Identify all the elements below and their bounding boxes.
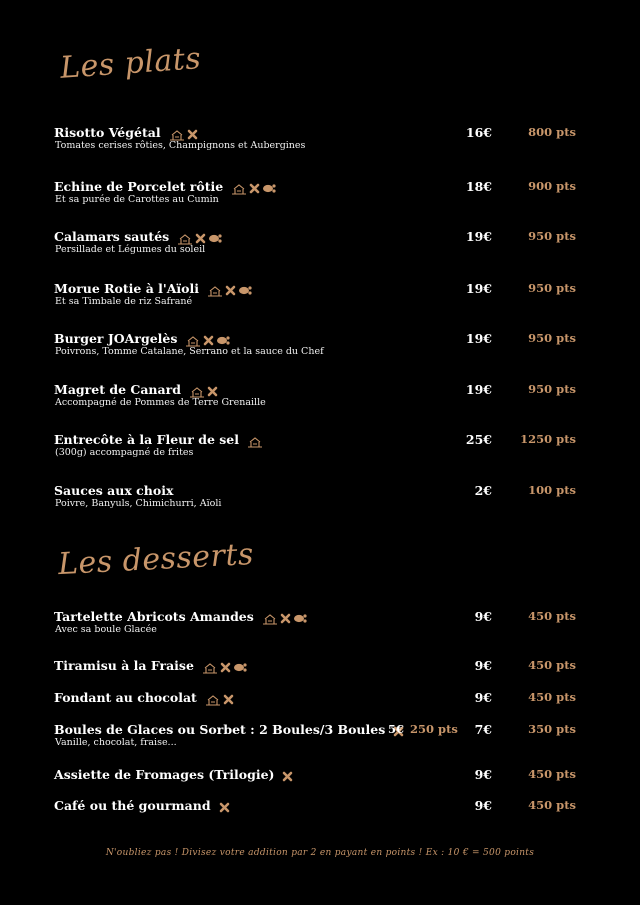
menu-item-plat bbox=[0, 229, 640, 269]
item-name bbox=[54, 281, 254, 297]
cross-icon bbox=[220, 659, 233, 674]
item-price: 19€ bbox=[465, 331, 492, 346]
meat-icon bbox=[262, 180, 278, 195]
item-name bbox=[54, 432, 265, 448]
meat-icon bbox=[293, 610, 309, 625]
item-price: 25€ bbox=[465, 432, 492, 447]
item-price: 9€ bbox=[474, 690, 492, 705]
menu-item-dessert bbox=[0, 798, 640, 838]
cross-icon bbox=[187, 126, 200, 141]
cross-icon bbox=[225, 282, 238, 297]
meat-icon bbox=[233, 659, 249, 674]
alt-price: 5€ bbox=[388, 722, 405, 736]
item-name bbox=[54, 722, 406, 738]
cross-icon bbox=[223, 691, 236, 706]
item-name bbox=[54, 658, 249, 674]
item-name-text: Café ou thé gourmand bbox=[54, 798, 211, 813]
menu-item-plat bbox=[0, 483, 640, 523]
item-name-text: Sauces aux choix bbox=[54, 483, 174, 498]
item-name-text: Calamars sautés bbox=[54, 229, 170, 244]
menu-item-plat bbox=[0, 432, 640, 472]
meat-icon bbox=[208, 230, 224, 245]
item-description: Poivre, Banyuls, Chimichurri, Aïoli bbox=[55, 498, 222, 509]
cross-icon bbox=[280, 610, 293, 625]
meat-icon bbox=[238, 282, 254, 297]
item-points: 1250 pts bbox=[520, 432, 576, 446]
item-name-text: Assiette de Fromages (Trilogie) bbox=[54, 767, 275, 782]
item-price: 19€ bbox=[465, 382, 492, 397]
item-description: Avec sa boule Glacée bbox=[55, 624, 157, 635]
item-name bbox=[54, 690, 236, 706]
menu-item-dessert bbox=[0, 609, 640, 649]
item-name-text: Risotto Végétal bbox=[54, 125, 161, 140]
item-description: (300g) accompagné de frites bbox=[55, 447, 194, 458]
item-description: Et sa Timbale de riz Safrané bbox=[55, 296, 193, 307]
house-icon bbox=[207, 282, 225, 297]
item-description: Tomates cerises rôties, Champignons et Aubergines bbox=[55, 140, 306, 151]
house-icon bbox=[169, 126, 187, 141]
item-icons bbox=[189, 383, 220, 398]
item-points: 350 pts bbox=[528, 722, 576, 736]
cross-icon bbox=[282, 768, 295, 783]
item-name bbox=[54, 179, 278, 195]
house-icon bbox=[202, 659, 220, 674]
menu-item-plat bbox=[0, 179, 640, 219]
item-name bbox=[54, 125, 200, 141]
cross-icon bbox=[203, 332, 216, 347]
item-points: 950 pts bbox=[528, 382, 576, 396]
item-icons bbox=[207, 282, 254, 297]
item-points: 950 pts bbox=[528, 331, 576, 345]
item-icons bbox=[219, 799, 232, 814]
item-points: 450 pts bbox=[528, 798, 576, 812]
item-name-text: Echine de Porcelet rôtie bbox=[54, 179, 224, 194]
item-icons bbox=[282, 768, 295, 783]
item-points: 450 pts bbox=[528, 690, 576, 704]
house-icon bbox=[205, 691, 223, 706]
item-name bbox=[54, 483, 173, 498]
item-icons bbox=[231, 180, 278, 195]
item-description: Persillade et Légumes du soleil bbox=[55, 244, 206, 255]
menu-item-plat bbox=[0, 331, 640, 371]
item-points: 950 pts bbox=[528, 229, 576, 243]
menu-item-plat bbox=[0, 382, 640, 422]
item-name bbox=[54, 331, 232, 347]
item-description: Et sa purée de Carottes au Cumin bbox=[55, 194, 219, 205]
item-name-text: Magret de Canard bbox=[54, 382, 181, 397]
item-price: 19€ bbox=[465, 229, 492, 244]
item-name-text: Tiramisu à la Fraise bbox=[54, 658, 194, 673]
item-icons bbox=[177, 230, 224, 245]
section-title-desserts: Les desserts bbox=[57, 536, 255, 583]
item-icons bbox=[205, 691, 236, 706]
item-name bbox=[54, 229, 224, 245]
item-price: 9€ bbox=[474, 609, 492, 624]
menu-item-dessert bbox=[0, 722, 640, 762]
house-icon bbox=[262, 610, 280, 625]
item-price: 16€ bbox=[465, 125, 492, 140]
item-price: 9€ bbox=[474, 658, 492, 673]
item-points: 950 pts bbox=[528, 281, 576, 295]
item-price: 9€ bbox=[474, 767, 492, 782]
menu-item-plat bbox=[0, 125, 640, 165]
house-icon bbox=[185, 332, 203, 347]
item-price: 2€ bbox=[474, 483, 492, 498]
cross-icon bbox=[195, 230, 208, 245]
house-icon bbox=[231, 180, 249, 195]
footer-note: N'oubliez pas ! Divisez votre addition par 2 en payant en points ! Ex : 10 € = 500 points bbox=[105, 848, 535, 858]
item-name bbox=[54, 767, 295, 783]
item-icons bbox=[185, 332, 232, 347]
item-name-text: Entrecôte à la Fleur de sel bbox=[54, 432, 239, 447]
item-name-text: Tartelette Abricots Amandes bbox=[54, 609, 254, 624]
house-icon bbox=[189, 383, 207, 398]
item-name-text: Morue Rotie à l'Aïoli bbox=[54, 281, 200, 296]
cross-icon bbox=[249, 180, 262, 195]
item-name-text: Fondant au chocolat bbox=[54, 690, 197, 705]
item-points: 450 pts bbox=[528, 767, 576, 781]
item-description: Vanille, chocolat, fraise... bbox=[55, 737, 177, 748]
house-icon bbox=[247, 433, 265, 448]
item-points: 450 pts bbox=[528, 609, 576, 623]
house-icon bbox=[177, 230, 195, 245]
item-icons bbox=[262, 610, 309, 625]
item-price: 19€ bbox=[465, 281, 492, 296]
item-price: 9€ bbox=[474, 798, 492, 813]
item-price: 7€ bbox=[474, 722, 492, 737]
item-name-text: Burger JOArgelès bbox=[54, 331, 178, 346]
item-name bbox=[54, 382, 220, 398]
cross-icon bbox=[219, 799, 232, 814]
item-icons bbox=[169, 126, 200, 141]
alt-points: 250 pts bbox=[410, 722, 458, 736]
item-points: 900 pts bbox=[528, 179, 576, 193]
meat-icon bbox=[216, 332, 232, 347]
item-description: Poivrons, Tomme Catalane, Serrano et la sauce du Chef bbox=[55, 346, 324, 357]
item-icons bbox=[202, 659, 249, 674]
menu-item-plat bbox=[0, 281, 640, 321]
item-price: 18€ bbox=[465, 179, 492, 194]
item-name bbox=[54, 798, 232, 814]
item-points: 450 pts bbox=[528, 658, 576, 672]
item-points: 100 pts bbox=[528, 483, 576, 497]
item-icons bbox=[247, 433, 265, 448]
section-title-plats: Les plats bbox=[58, 41, 203, 86]
item-name-text: Boules de Glaces ou Sorbet : 2 Boules/3 Boules bbox=[54, 722, 386, 737]
item-points: 800 pts bbox=[528, 125, 576, 139]
item-description: Accompagné de Pommes de Terre Grenaille bbox=[55, 397, 266, 408]
cross-icon bbox=[207, 383, 220, 398]
item-name bbox=[54, 609, 309, 625]
